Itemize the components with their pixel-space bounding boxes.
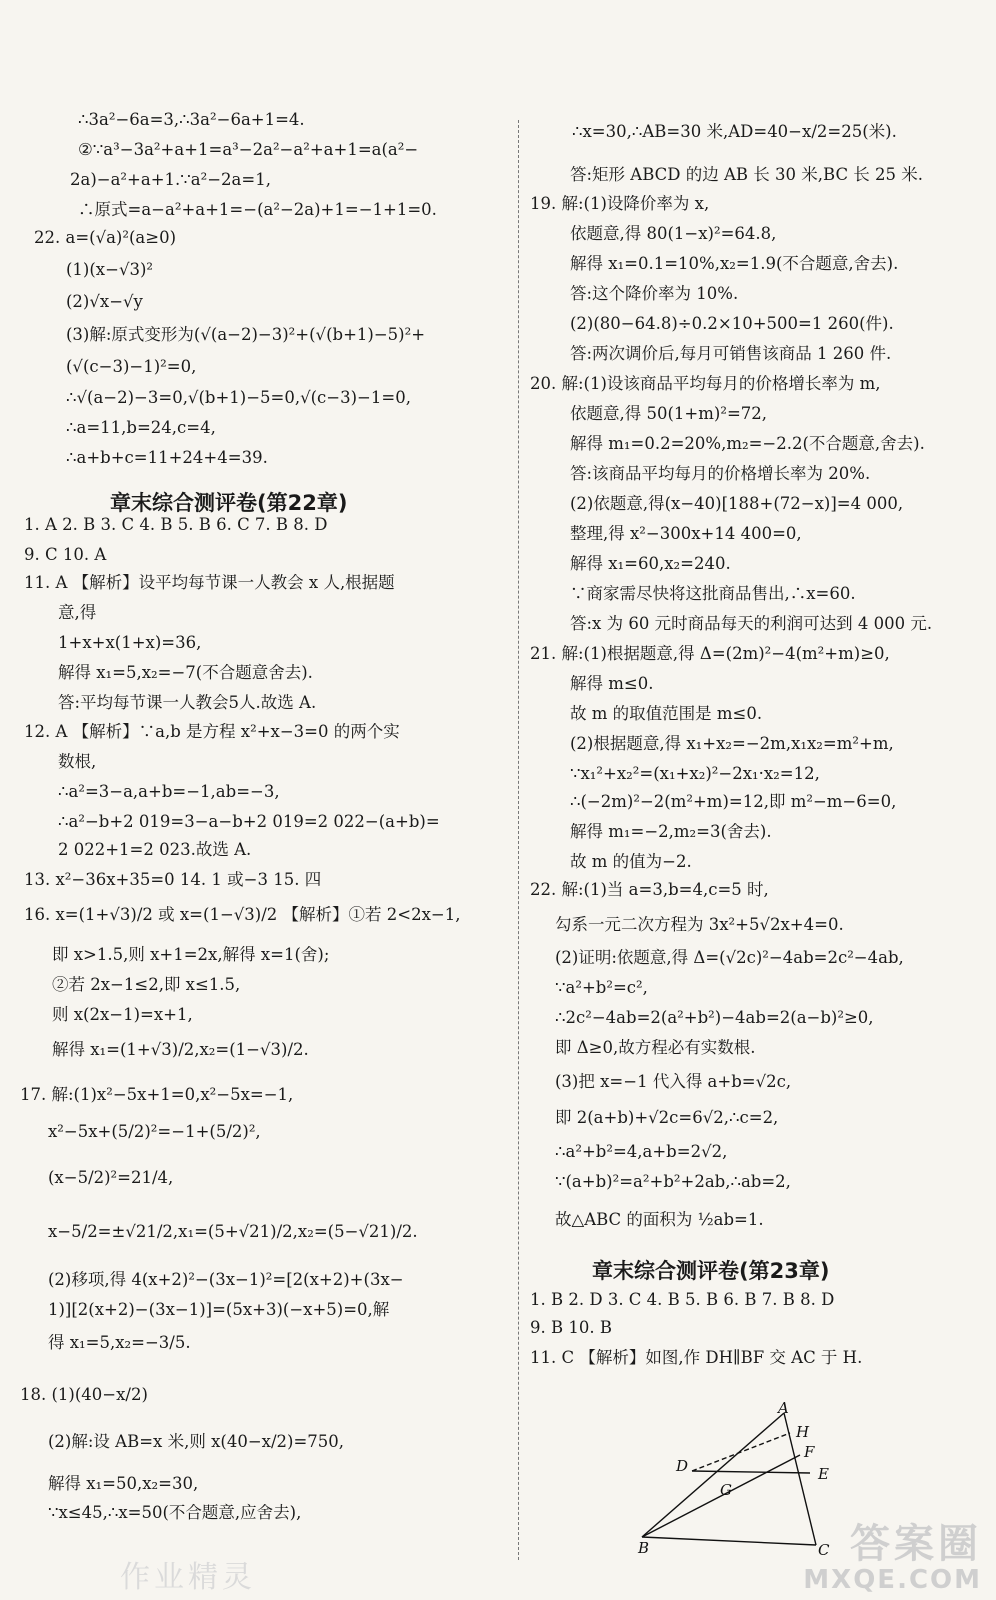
answer-line: ∴x=30,∴AB=30 米,AD=40−x/2=25(米). [572, 122, 897, 141]
answer-line: ②∵a³−3a²+a+1=a³−2a²−a²+a+1=a(a²− [78, 140, 419, 159]
answer-line: 整理,得 x²−300x+14 400=0, [570, 524, 802, 543]
answer-line: ∵a²+b²=c², [555, 978, 648, 997]
answer-line: ∴a²−b+2 019=3−a−b+2 019=2 022−(a+b)= [58, 812, 440, 831]
answer-line: 依题意,得 50(1+m)²=72, [570, 404, 768, 423]
answer-line: 解得 x₁=0.1=10%,x₂=1.9(不合题意,舍去). [570, 254, 899, 273]
answer-line: x²−5x+(5/2)²=−1+(5/2)², [48, 1122, 261, 1141]
label-d: D [676, 1457, 689, 1475]
answer-line: 即 Δ≥0,故方程必有实数根. [555, 1038, 756, 1057]
answer-line: ∴a=11,b=24,c=4, [66, 418, 216, 437]
answer-line: 意,得 [58, 603, 97, 622]
answer-line: ∵x₁²+x₂²=(x₁+x₂)²−2x₁·x₂=12, [570, 764, 820, 783]
section-heading: 章末综合测评卷(第23章) [592, 1259, 830, 1283]
answer-line: 则 x(2x−1)=x+1, [52, 1005, 193, 1024]
answer-line: ∴2c²−4ab=2(a²+b²)−4ab=2(a−b)²≥0, [555, 1008, 874, 1027]
watermark-logo: 答案圈 MXQE.COM [803, 1521, 982, 1595]
edge-bc [642, 1537, 816, 1545]
answer-line: ∵(a+b)²=a²+b²+2ab,∴ab=2, [555, 1172, 791, 1191]
answer-line: 答:矩形 ABCD 的边 AB 长 30 米,BC 长 25 米. [570, 165, 924, 184]
watermark-bottom: 作业精灵 [120, 1560, 256, 1595]
label-h: H [796, 1423, 810, 1441]
answer-line: 得 x₁=5,x₂=−3/5. [48, 1333, 191, 1352]
answer-line: 即 2(a+b)+√2c=6√2,∴c=2, [555, 1108, 779, 1127]
answer-line: 答:两次调价后,每月可销售该商品 1 260 件. [570, 344, 892, 363]
answer-line: (3)解:原式变形为(√(a−2)−3)²+(√(b+1)−5)²+ [66, 325, 426, 344]
answer-line: 16. x=(1+√3)/2 或 x=(1−√3)/2 【解析】①若 2<2x−1, [24, 905, 461, 924]
answer-line: (x−5/2)²=21/4, [48, 1168, 174, 1187]
answer-line: 解得 m₁=−2,m₂=3(舍去). [570, 822, 772, 841]
section-heading: 章末综合测评卷(第22章) [110, 491, 348, 515]
label-c: C [818, 1541, 830, 1559]
answer-line: 故 m 的取值范围是 m≤0. [570, 704, 763, 723]
answer-line: (2)移项,得 4(x+2)²−(3x−1)²=[2(x+2)+(3x− [48, 1270, 404, 1289]
answer-line: (2)(80−64.8)÷0.2×10+500=1 260(件). [570, 314, 894, 333]
answer-line: 即 x>1.5,则 x+1=2x,解得 x=1(舍); [52, 945, 330, 964]
label-a: A [778, 1399, 789, 1417]
answer-line: x−5/2=±√21/2,x₁=(5+√21)/2,x₂=(5−√21)/2. [48, 1222, 418, 1241]
answer-line: 11. C 【解析】如图,作 DH∥BF 交 AC 于 H. [530, 1348, 863, 1367]
segment-de [692, 1471, 810, 1473]
answer-line: 12. A 【解析】∵a,b 是方程 x²+x−3=0 的两个实 [24, 722, 400, 741]
answer-line: 18. (1)(40−x/2) [20, 1385, 148, 1404]
answer-line: ∵商家需尽快将这批商品售出,∴x=60. [570, 584, 856, 603]
answer-line: ②若 2x−1≤2,即 x≤1.5, [52, 975, 241, 994]
answer-line: (3)把 x=−1 代入得 a+b=√2c, [555, 1072, 792, 1091]
answer-line: (1)(x−√3)² [66, 260, 154, 279]
answer-line: 22. a=(√a)²(a≥0) [34, 228, 177, 247]
answer-line: ∴a+b+c=11+24+4=39. [66, 448, 268, 467]
answer-line: 答:平均每节课一人教会5人.故选 A. [58, 693, 317, 712]
answer-line: 解得 x₁=50,x₂=30, [48, 1474, 199, 1493]
answer-line: 22. 解:(1)当 a=3,b=4,c=5 时, [530, 880, 769, 899]
answer-line: 答:该商品平均每月的价格增长率为 20%. [570, 464, 871, 483]
answer-line: ∴a²+b²=4,a+b=2√2, [555, 1142, 728, 1161]
answer-line: 答:这个降价率为 10%. [570, 284, 739, 303]
answer-line: (2)证明:依题意,得 Δ=(√2c)²−4ab=2c²−4ab, [555, 948, 904, 967]
answer-line: ∴3a²−6a=3,∴3a²−6a+1=4. [78, 110, 305, 129]
answer-line: 17. 解:(1)x²−5x+1=0,x²−5x=−1, [20, 1085, 294, 1104]
label-b: B [638, 1539, 650, 1557]
answer-line: ∴(−2m)²−2(m²+m)=12,即 m²−m−6=0, [570, 792, 897, 811]
answer-line: (2)解:设 AB=x 米,则 x(40−x/2)=750, [48, 1432, 345, 1451]
answer-line: 13. x²−36x+35=0 14. 1 或−3 15. 四 [24, 870, 322, 889]
answer-line: 11. A 【解析】设平均每节课一人教会 x 人,根据题 [24, 573, 395, 592]
column-divider [518, 120, 519, 1560]
answer-line: 依题意,得 80(1−x)²=64.8, [570, 224, 777, 243]
answer-line: ∴√(a−2)−3=0,√(b+1)−5=0,√(c−3)−1=0, [66, 388, 411, 407]
answer-line: (2)√x−√y [66, 292, 143, 311]
answer-line: ∴原式=a−a²+a+1=−(a²−2a)+1=−1+1=0. [78, 200, 437, 219]
answer-line: 9. B 10. B [530, 1318, 612, 1337]
answer-line: 19. 解:(1)设降价率为 x, [530, 194, 710, 213]
answer-line: 答:x 为 60 元时商品每天的利润可达到 4 000 元. [570, 614, 933, 633]
answer-line: 20. 解:(1)设该商品平均每月的价格增长率为 m, [530, 374, 881, 393]
answer-line: 解得 x₁=60,x₂=240. [570, 554, 731, 573]
answer-line: 解得 x₁=(1+√3)/2,x₂=(1−√3)/2. [52, 1040, 309, 1059]
answer-line: (2)依题意,得(x−40)[188+(72−x)]=4 000, [570, 494, 904, 513]
answer-line: 故 m 的值为−2. [570, 852, 692, 871]
answer-line: 解得 x₁=5,x₂=−7(不合题意舍去). [58, 663, 313, 682]
answer-line: 1. A 2. B 3. C 4. B 5. B 6. C 7. B 8. D [24, 515, 328, 534]
answer-line: 2 022+1=2 023.故选 A. [58, 840, 252, 859]
answer-line: 数根, [58, 752, 97, 771]
answer-line: 勾系一元二次方程为 3x²+5√2x+4=0. [555, 915, 844, 934]
label-f: F [804, 1443, 815, 1461]
answer-line: (√(c−3)−1)²=0, [66, 357, 197, 376]
answer-line: 2a)−a²+a+1.∵a²−2a=1, [70, 170, 271, 189]
answer-line: 解得 m₁=0.2=20%,m₂=−2.2(不合题意,舍去). [570, 434, 925, 453]
answer-line: 1. B 2. D 3. C 4. B 5. B 6. B 7. B 8. D [530, 1290, 835, 1309]
label-g: G [720, 1481, 732, 1499]
answer-line: 故△ABC 的面积为 ½ab=1. [555, 1210, 764, 1229]
answer-line: 1+x+x(1+x)=36, [58, 633, 202, 652]
answer-line: 解得 m≤0. [570, 674, 654, 693]
answer-line: (2)根据题意,得 x₁+x₂=−2m,x₁x₂=m²+m, [570, 734, 894, 753]
segment-dh [692, 1433, 790, 1471]
answer-line: ∵x≤45,∴x=50(不合题意,应舍去), [48, 1503, 302, 1522]
answer-line: 9. C 10. A [24, 545, 107, 564]
label-e: E [818, 1465, 829, 1483]
answer-line: ∴a²=3−a,a+b=−1,ab=−3, [58, 782, 280, 801]
answer-line: 21. 解:(1)根据题意,得 Δ=(2m)²−4(m²+m)≥0, [530, 644, 890, 663]
answer-line: 1)][2(x+2)−(3x−1)]=(5x+3)(−x+5)=0,解 [48, 1300, 390, 1319]
